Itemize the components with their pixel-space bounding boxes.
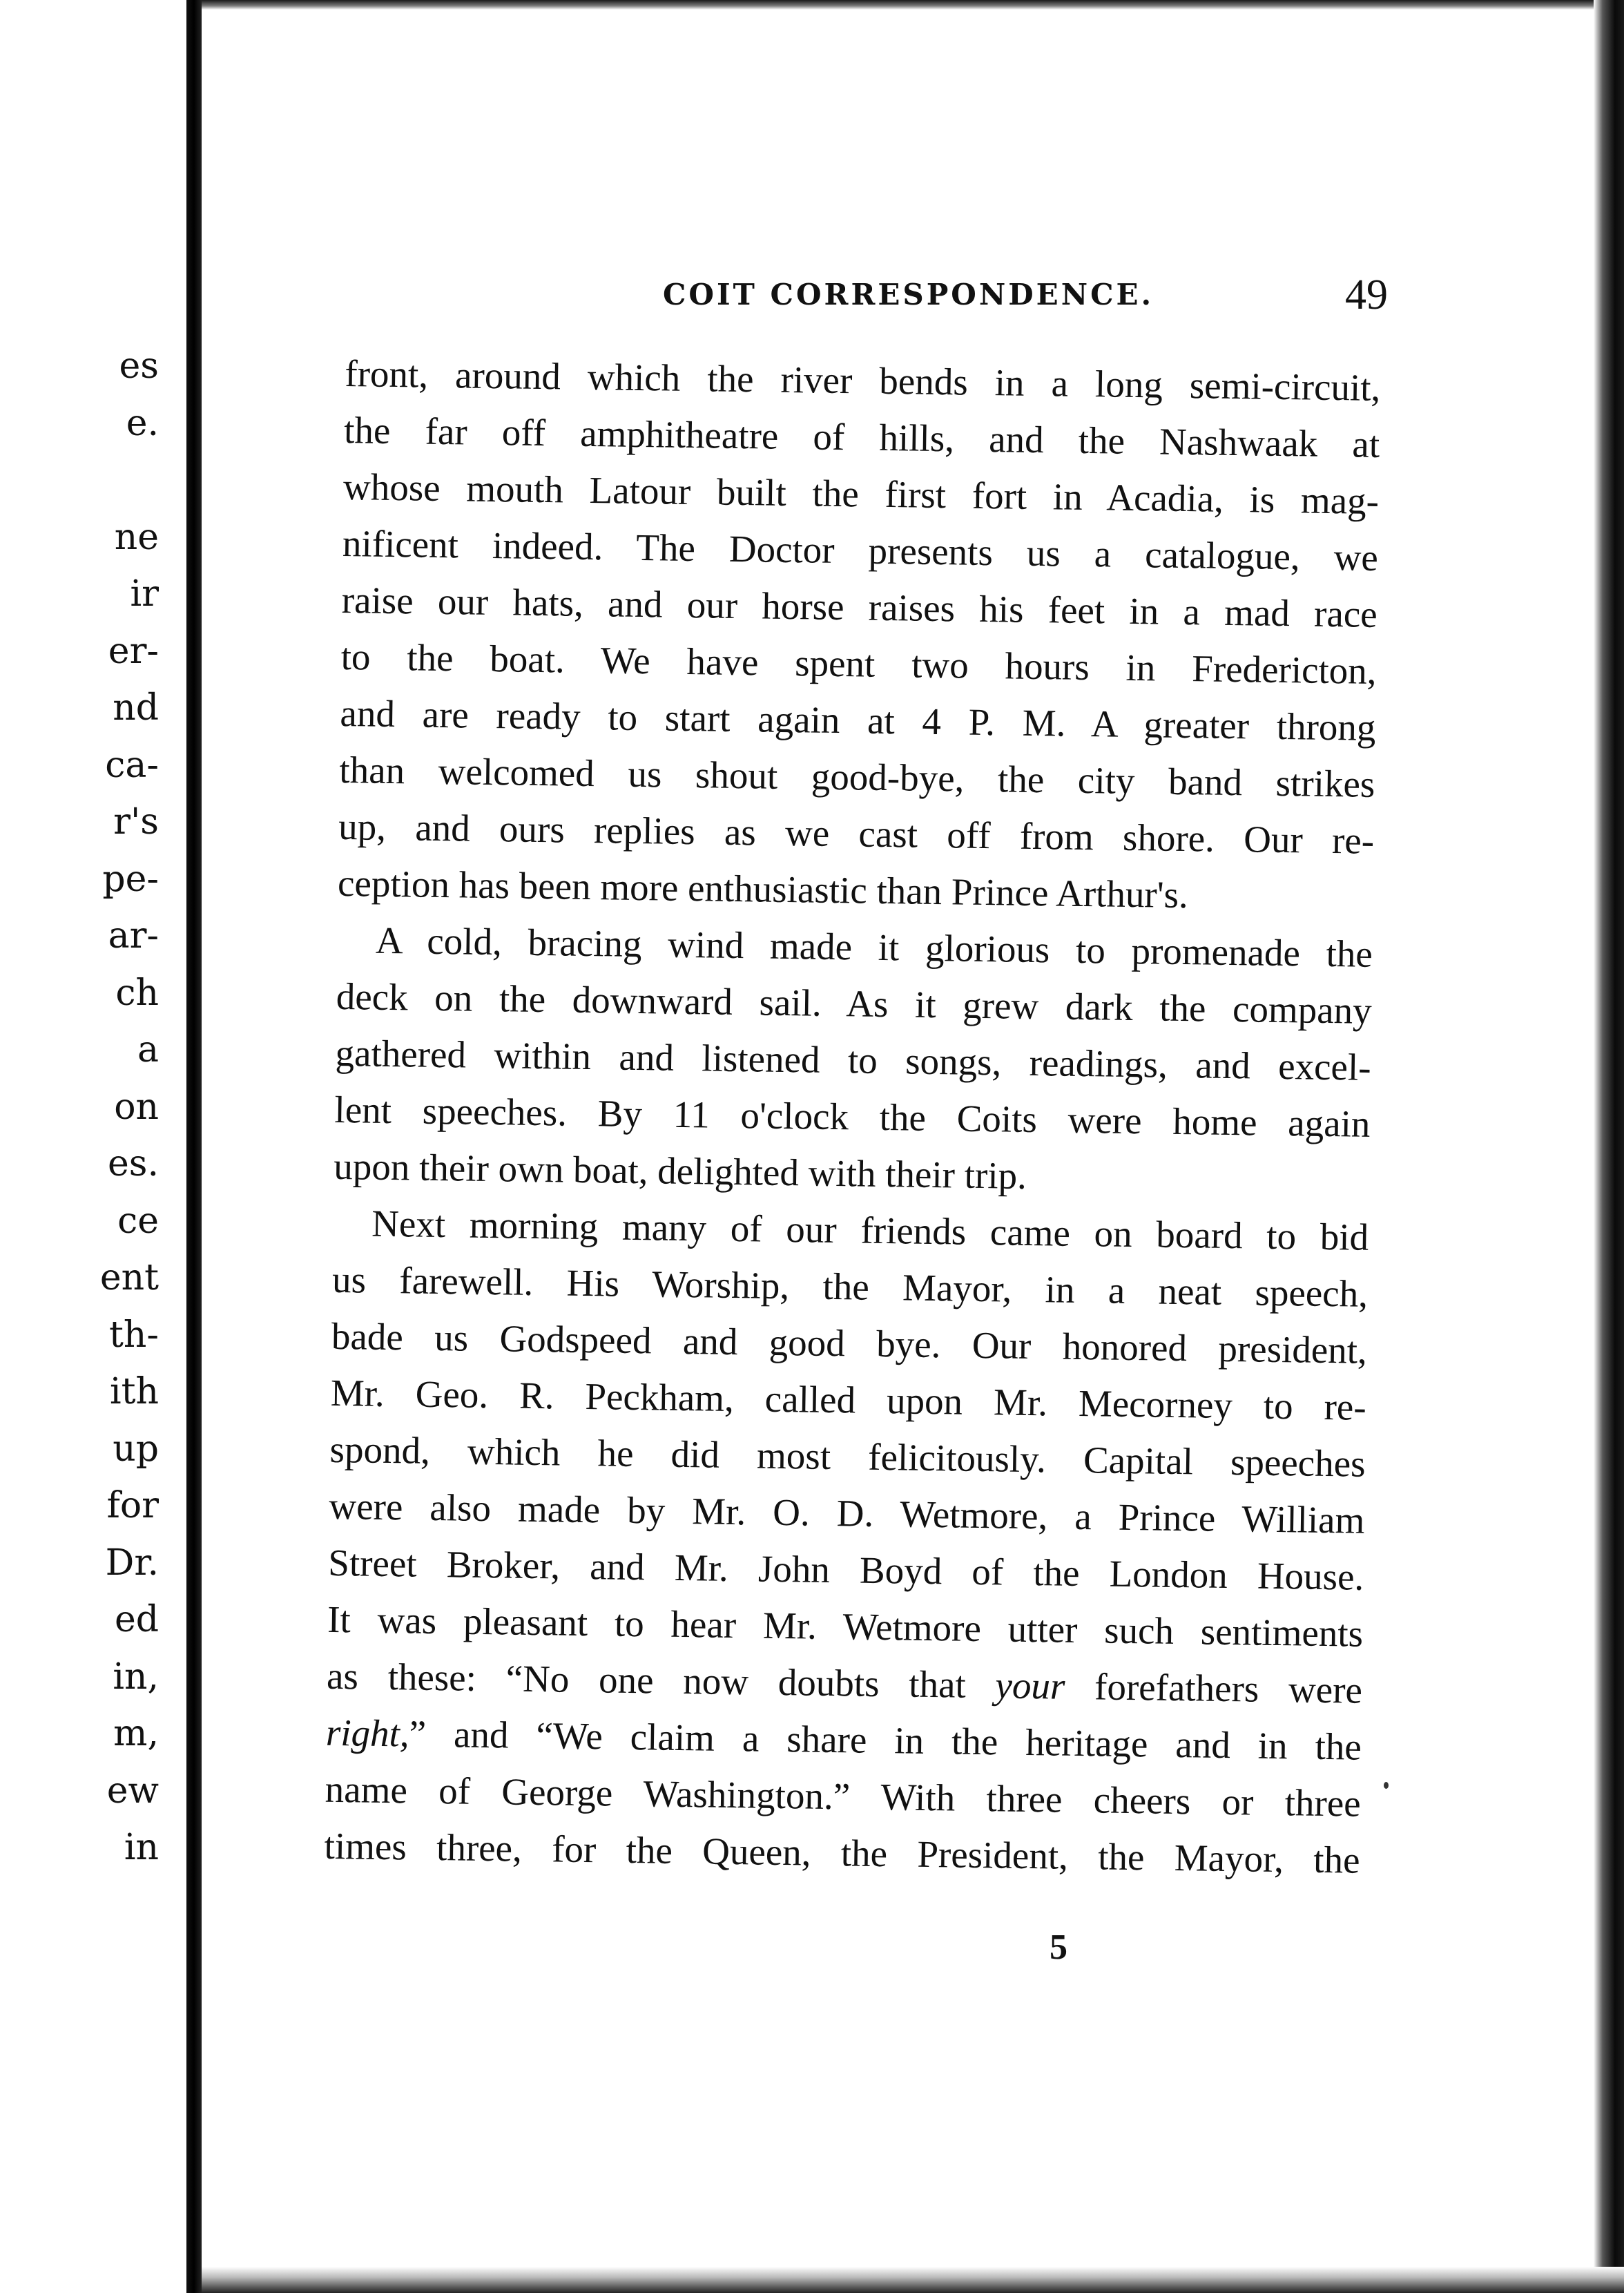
text-line: us farewell. His Worship, the Mayor, in a neat speech, [331, 1258, 1369, 1315]
left-page-fragment: on [114, 1086, 159, 1128]
left-page-fragment: for [106, 1485, 159, 1526]
text-line: ception has been more enthusiastic than Prince Arthur's. [337, 861, 1189, 917]
left-page-fragment: pe- [102, 858, 159, 900]
italic-text: your [995, 1664, 1065, 1707]
left-page-fragment: up [113, 1428, 159, 1470]
signature-mark: 5 [1050, 1928, 1067, 1967]
left-page-fragment: ar- [108, 915, 159, 957]
left-page-text-fragments [0, 0, 186, 2293]
text-line: A cold, bracing wind made it glorious to promenade the [375, 919, 1373, 975]
left-page-fragment: ith [109, 1371, 159, 1412]
text-line: times three, for the Queen, the President, the Mayor, the [324, 1824, 1360, 1881]
body-text [324, 345, 1381, 1889]
text-line: bade us Godspeed and good bye. Our honored president, [331, 1314, 1368, 1372]
left-page-fragment: ca- [105, 744, 159, 786]
text-line: raise our hats, and our horse raises his feet in a mad race [341, 578, 1378, 635]
left-page-fragment: ne [114, 516, 159, 558]
page-right-edge [1594, 0, 1624, 2293]
text-run: forefathers were [1064, 1664, 1363, 1711]
left-page-fragment: nd [113, 687, 159, 729]
left-page-fragment: e. [126, 402, 159, 444]
left-page-fragment: es. [108, 1143, 159, 1184]
left-page-fragment: in, [113, 1656, 159, 1698]
left-page-fragment: ed [114, 1599, 159, 1640]
left-page-fragment: r's [113, 801, 159, 843]
text-line: It was pleasant to hear Mr. Wetmore utter such sentiments [327, 1598, 1364, 1655]
text-line: up, and ours replies as we cast off from shore. Our re- [338, 805, 1375, 862]
text-line: whose mouth Latour built the first fort in Acadia, is mag- [342, 465, 1380, 522]
text-line: name of George Washington.” With three cheers or three [325, 1767, 1362, 1825]
left-page-fragment: ent [99, 1257, 159, 1298]
text-line: front, around which the river bends in a long semi-circuit, [345, 352, 1381, 409]
text-line: spond, which he did most felicitously. Capital speeches [329, 1428, 1366, 1485]
text-line: gathered within and listened to songs, readings, and excel- [335, 1031, 1371, 1088]
page-bottom-edge [202, 2267, 1624, 2293]
page-top-edge [202, 0, 1624, 10]
italic-text: right, [325, 1711, 410, 1755]
text-line: than welcomed us shout good-bye, the city band strikes [338, 748, 1375, 805]
text-line: the far off amphitheatre of hills, and the Nashwaak at [343, 408, 1380, 466]
text-line: and are ready to start again at 4 P. M. A greater throng [340, 691, 1376, 749]
text-line: nificent indeed. The Doctor presents us a catalogue, we [342, 521, 1379, 579]
text-run: as these: “No one now doubts that [326, 1654, 996, 1707]
running-title: COIT CORRESPONDENCE. [663, 278, 1154, 311]
page-number: 49 [1345, 271, 1388, 318]
text-line: lent speeches. By 11 o'clock the Coits were home again [334, 1088, 1371, 1145]
text-line: to the boat. We have spent two hours in Fredericton, [340, 635, 1377, 692]
left-page-fragment: ch [115, 972, 159, 1014]
text-run: ” and “We claim a share in the heritage and in the [409, 1712, 1362, 1768]
left-facing-page [0, 0, 186, 2293]
left-page-fragment: a [137, 1029, 159, 1071]
left-page-fragment: ce [117, 1200, 159, 1242]
text-line: upon their own boat, delighted with their trip. [333, 1144, 1027, 1197]
text-line: were also made by Mr. O. D. Wetmore, a Prince William [329, 1484, 1365, 1542]
text-line: Mr. Geo. R. Peckham, called upon Mr. Mecorney to re- [330, 1371, 1367, 1428]
running-head [345, 271, 1388, 333]
ink-speck [1384, 1782, 1389, 1789]
left-page-fragment: m, [113, 1713, 159, 1754]
text-line: Next morning many of our friends came on board to bid [371, 1202, 1369, 1258]
left-page-fragment: in [124, 1827, 159, 1868]
left-page-fragment: th- [109, 1314, 159, 1356]
text-line: Street Broker, and Mr. John Boyd of the London House. [327, 1541, 1364, 1598]
left-page-fragment: ir [130, 573, 159, 615]
left-page-fragment: Dr. [105, 1542, 159, 1584]
text-line: deck on the downward sail. As it grew dark the company [336, 975, 1373, 1032]
left-page-fragment: er- [108, 630, 159, 672]
left-page-fragment: es [119, 345, 159, 387]
left-page-fragment: ew [106, 1769, 159, 1812]
book-gutter [186, 0, 202, 2293]
